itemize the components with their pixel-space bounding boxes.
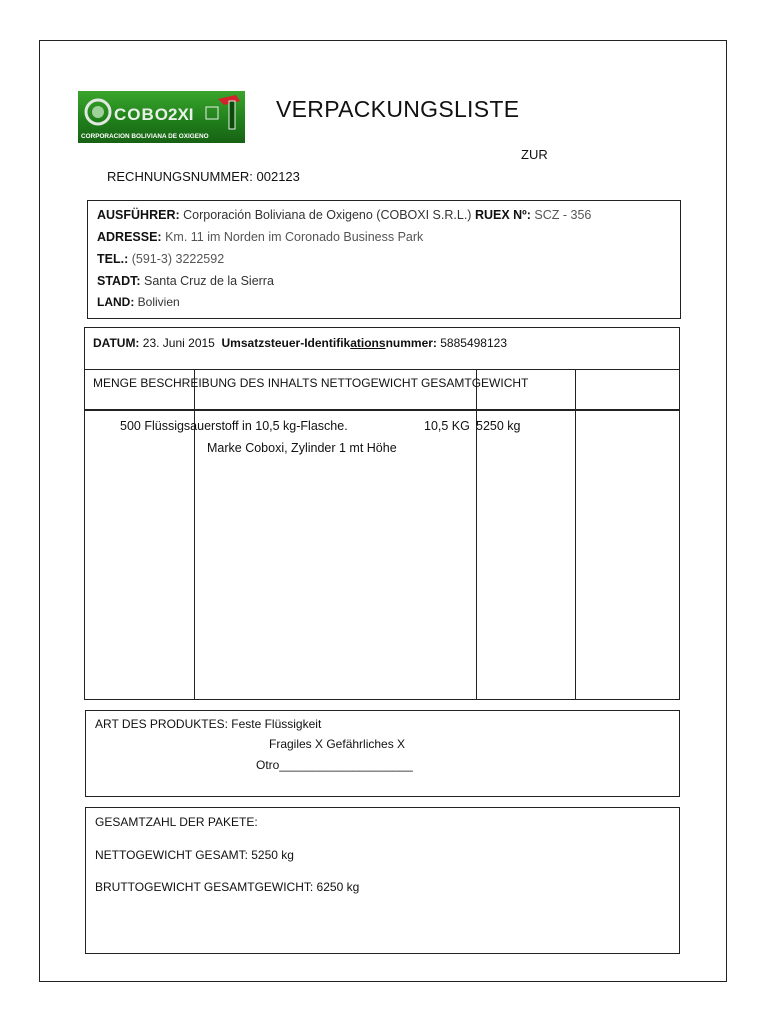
tel-line bbox=[97, 252, 224, 266]
land-value: Bolivien bbox=[137, 295, 180, 309]
stadt-value: Santa Cruz de la Sierra bbox=[144, 274, 274, 288]
exporter-box bbox=[87, 200, 681, 319]
datum-line bbox=[93, 336, 507, 350]
product-type: ART DES PRODUKTES: Feste Flüssigkeit bbox=[95, 717, 322, 731]
table-row-total-weight: 5250 kg bbox=[476, 419, 521, 433]
table-column-headers: MENGE BESCHREIBUNG DES INHALTS NETTOGEWICHT GESAMTGEWICHT bbox=[93, 376, 529, 390]
column-divider bbox=[575, 369, 576, 699]
product-type-box bbox=[85, 710, 680, 797]
svg-text:2XI: 2XI bbox=[168, 105, 194, 124]
product-other: Otro____________________ bbox=[256, 758, 413, 772]
product-flags: Fragiles X Gefährliches X bbox=[269, 737, 406, 751]
table-header-divider bbox=[85, 409, 679, 411]
tel-label: TEL.: bbox=[97, 252, 129, 266]
table-divider bbox=[85, 369, 679, 370]
table-row-net-weight: 10,5 KG bbox=[424, 419, 470, 433]
svg-text:COBO: COBO bbox=[114, 105, 169, 124]
net-weight-total: NETTOGEWICHT GESAMT: 5250 kg bbox=[95, 848, 294, 862]
company-logo bbox=[78, 91, 245, 143]
exporter-line bbox=[97, 208, 591, 222]
datum-value: 23. Juni 2015 bbox=[142, 336, 215, 350]
adresse-label: ADRESSE: bbox=[97, 230, 162, 244]
svg-text:CORPORACION BOLIVIANA DE OXIGE: CORPORACION BOLIVIANA DE OXIGENO bbox=[81, 133, 209, 140]
ust-value: 5885498123 bbox=[440, 336, 507, 350]
ausfuehrer-value: Corporación Boliviana de Oxigeno (COBOXI S.R.L.) bbox=[183, 208, 472, 222]
address-line bbox=[97, 230, 423, 244]
tel-value: (591-3) 3222592 bbox=[131, 252, 225, 266]
land-label: LAND: bbox=[97, 295, 135, 309]
package-count: GESAMTZAHL DER PAKETE: bbox=[95, 815, 258, 829]
stadt-line bbox=[97, 274, 274, 288]
table-row-description-2: Marke Coboxi, Zylinder 1 mt Höhe bbox=[207, 441, 397, 455]
stadt-label: STADT: bbox=[97, 274, 141, 288]
totals-box bbox=[85, 807, 680, 954]
document-title: VERPACKUNGSLISTE bbox=[276, 96, 520, 122]
invoice-number: RECHNUNGSNUMMER: 002123 bbox=[107, 169, 300, 184]
ust-label: Umsatzsteuer-Identifikationsnummer: bbox=[221, 336, 437, 350]
contents-table bbox=[84, 327, 680, 700]
ruex-label: RUEX Nº: bbox=[474, 208, 531, 222]
ruex-value: SCZ - 356 bbox=[534, 208, 592, 222]
gross-weight-total: BRUTTOGEWICHT GESAMTGEWICHT: 6250 kg bbox=[95, 880, 360, 894]
zur-label: ZUR bbox=[521, 147, 548, 162]
land-line bbox=[97, 295, 180, 309]
table-row-description: 500 Flüssigsauerstoff in 10,5 kg-Flasche. bbox=[120, 419, 348, 433]
datum-label: DATUM: bbox=[93, 336, 140, 350]
ausfuehrer-label: AUSFÜHRER: bbox=[97, 208, 180, 222]
adresse-value: Km. 11 im Norden im Coronado Business Park bbox=[165, 230, 424, 244]
